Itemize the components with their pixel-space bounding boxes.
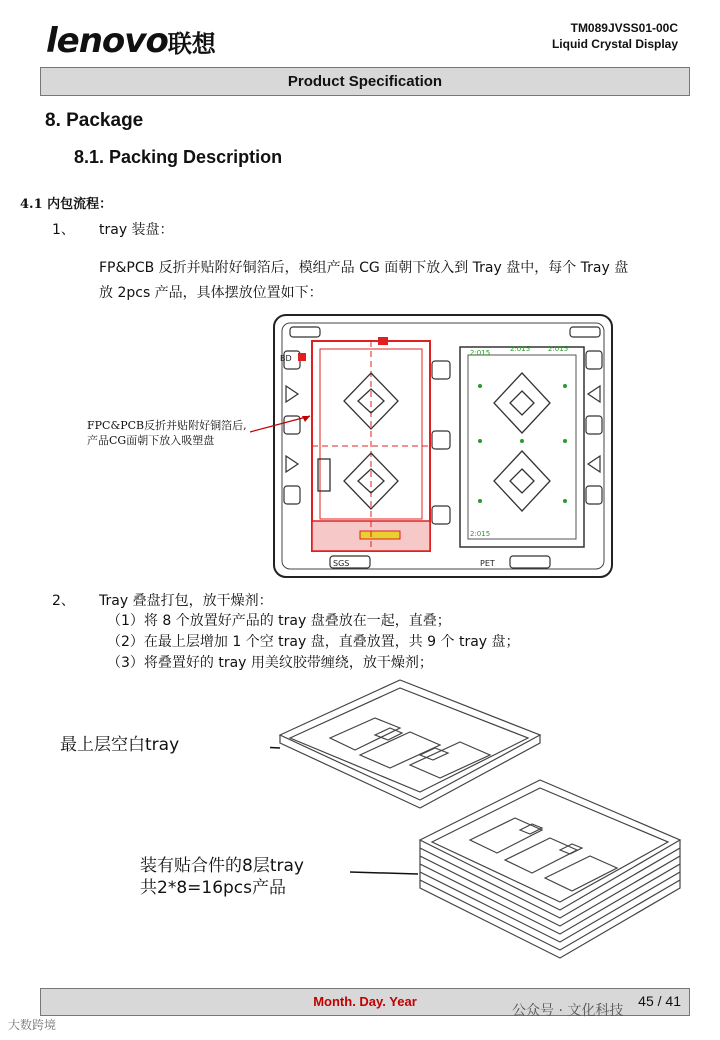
tray-layout-diagram: [270, 311, 616, 581]
tray-code-mark-2: 2:015: [510, 345, 531, 353]
step2-item-1: （1）将 8 个放置好产品的 tray 盘叠放在一起，直叠；: [107, 613, 451, 629]
tray-mark-pet: PET: [480, 559, 495, 568]
watermark-left: 大数跨境: [8, 1018, 57, 1032]
step2-number: 2、: [52, 593, 75, 609]
document-type: Liquid Crystal Display: [551, 37, 678, 51]
tray-stack-illustration: [270, 660, 690, 970]
step2-title: Tray 叠盘打包，放干燥剂：: [99, 593, 273, 609]
tray-mark-bd: BD: [280, 354, 292, 363]
section-heading: 8. Package: [45, 110, 144, 131]
footer-date: Month. Day. Year: [313, 994, 417, 1009]
step1-paragraph: [99, 256, 699, 306]
lenovo-logo: [46, 22, 216, 63]
stack-label-line1: 装有贴合件的8层tray: [140, 856, 304, 876]
step1-title: tray 装盘：: [99, 222, 174, 238]
step1-line1: FP&PCB 反折并贴附好铜箔后，模组产品 CG 面朝下放入到 Tray 盘中，每个 Tray 盘: [99, 260, 629, 276]
top-tray-label: 最上层空白tray: [60, 735, 180, 755]
tray-code-mark-4: 2:015: [548, 345, 569, 353]
figure1-callout: [87, 418, 247, 448]
callout-line1: FPC&PCB反折并贴附好铜箔后,: [87, 419, 247, 432]
callout-line2: 产品CG面朝下放入吸塑盘: [87, 434, 215, 447]
step2-item-2: （2）在最上层增加 1 个空 tray 盘，直叠放置，共 9 个 tray 盘；: [107, 634, 520, 650]
step2-item-3: （3）将叠置好的 tray 用美纹胶带缠绕，放干燥剂；: [107, 655, 433, 671]
step1-number: 1、: [52, 222, 75, 238]
stack-label-line2: 共2*8=16pcs产品: [140, 878, 287, 898]
inner-pack-heading: 4.1 内包流程：: [20, 197, 113, 212]
document-id: TM089JVSS01-00C: [570, 21, 678, 35]
step1-line2: 放 2pcs 产品，具体摆放位置如下：: [99, 285, 323, 301]
stack-label: [140, 855, 304, 899]
tray-code-mark-3: 2:015: [470, 530, 491, 538]
subsection-heading: 8.1. Packing Description: [74, 147, 283, 167]
logo-cn: 联想: [167, 30, 216, 58]
document-code-block: [552, 20, 678, 52]
tray-mark-sgs: SGS: [333, 559, 350, 568]
spec-title-bar: Product Specification: [40, 67, 690, 96]
callout-arrow: [248, 410, 318, 440]
logo-text: lenovo: [46, 21, 168, 61]
tray-code-mark-1: 2:015: [470, 349, 491, 357]
watermark-right: 公众号 · 文化科技: [512, 1003, 624, 1019]
page-number: 45 / 41: [638, 993, 681, 1009]
